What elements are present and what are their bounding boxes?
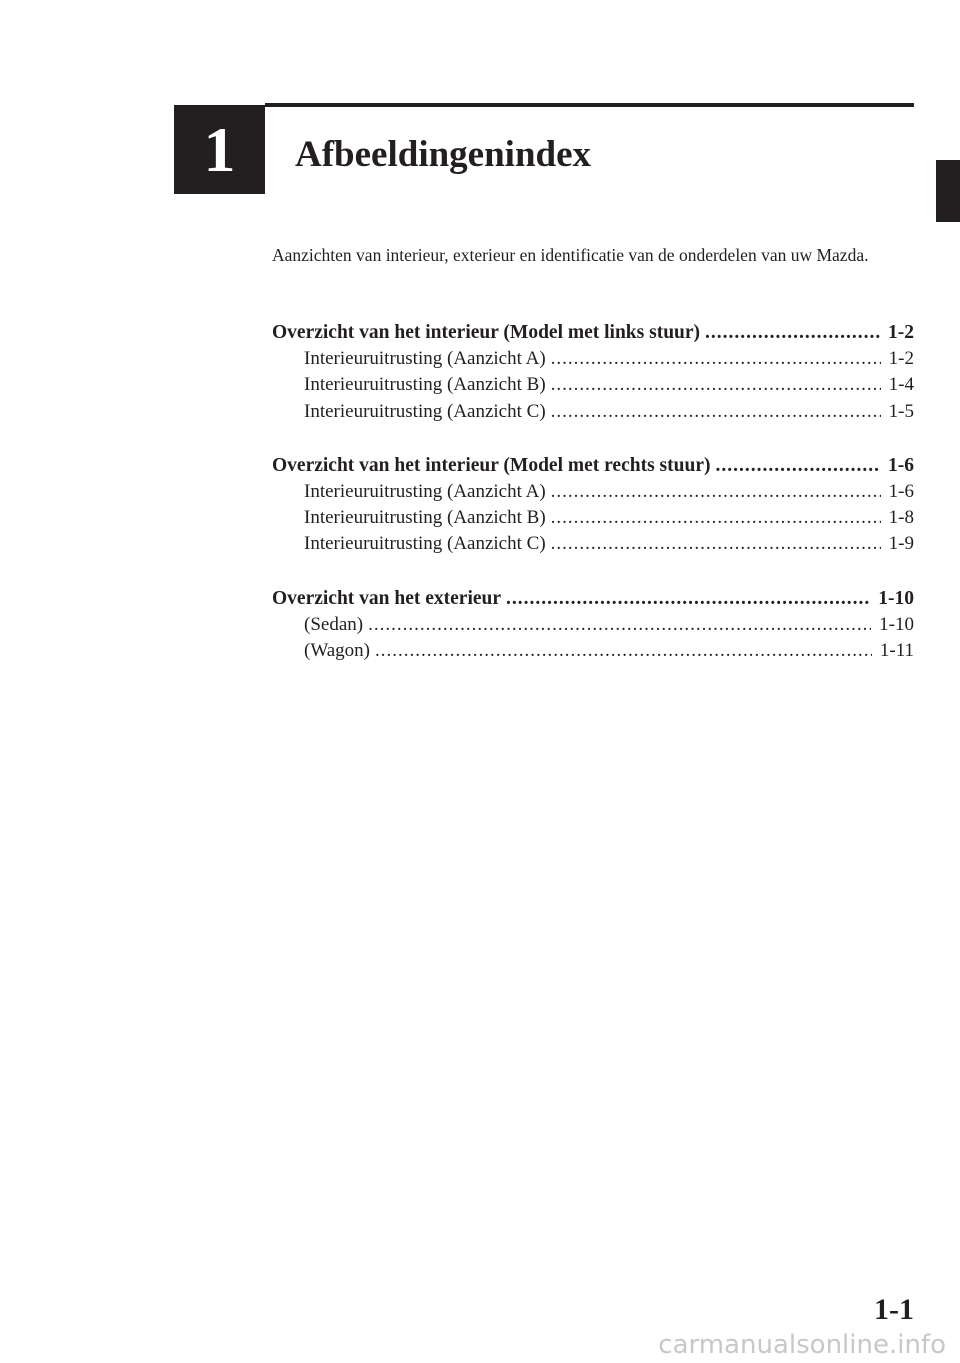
toc-entry-page: 1-9: [888, 533, 914, 555]
toc-group-exterior: [272, 586, 914, 665]
chapter-intro: Aanzichten van interieur, exterieur en identificatie van de onderdelen van uw Mazda.: [272, 245, 869, 265]
toc-subentry[interactable]: [272, 346, 914, 372]
toc-dot-leader: [715, 453, 880, 479]
toc-dot-leader: [551, 505, 881, 531]
toc-entry-page: 1-6: [888, 480, 914, 502]
toc-entry-page: 1-5: [888, 400, 914, 422]
toc-entry-page: 1-10: [878, 587, 914, 609]
toc-subentry[interactable]: [272, 505, 914, 531]
toc-dot-leader: [506, 586, 870, 612]
toc-subentry[interactable]: [272, 372, 914, 398]
toc-group-left-hand-drive: [272, 320, 914, 425]
toc-entry-page: 1-8: [888, 507, 914, 529]
toc-subentry[interactable]: [272, 612, 914, 638]
toc-dot-leader: [551, 372, 881, 398]
toc-group-right-hand-drive: [272, 453, 914, 558]
toc-entry-page: 1-10: [879, 613, 914, 635]
toc-entry-title: Interieuruitrusting (Aanzicht C): [304, 400, 546, 422]
toc-entry-title: Interieuruitrusting (Aanzicht B): [304, 507, 546, 529]
toc-entry-page: 1-2: [888, 322, 914, 343]
toc-subentry[interactable]: [272, 638, 914, 664]
toc-dot-leader: [551, 479, 881, 505]
toc-subentry[interactable]: [272, 479, 914, 505]
toc-entry-title: Overzicht van het interieur (Model met rechts stuur): [272, 454, 711, 476]
chapter-header-rule: [265, 103, 914, 107]
toc-entry-page: 1-11: [879, 639, 914, 661]
toc-entry-title: Interieuruitrusting (Aanzicht C): [304, 533, 546, 555]
toc-entry-title: (Sedan): [304, 613, 364, 635]
toc-entry-interior-lhd[interactable]: [272, 320, 914, 346]
toc-entry-exterior[interactable]: [272, 586, 914, 612]
toc-entry-title: (Wagon): [304, 639, 370, 661]
chapter-title: Afbeeldingenindex: [295, 134, 592, 175]
page-number: 1-1: [874, 1293, 914, 1326]
toc-entry-title: Overzicht van het exterieur: [272, 587, 502, 609]
toc-entry-page: 1-2: [888, 348, 914, 370]
watermark: carmanualsonline.info: [658, 1330, 946, 1360]
table-of-contents: [272, 320, 914, 692]
chapter-number-block: [174, 105, 265, 194]
toc-entry-title: Interieuruitrusting (Aanzicht A): [304, 348, 546, 370]
toc-dot-leader: [551, 346, 881, 372]
toc-dot-leader: [705, 320, 880, 346]
chapter-number: 1: [203, 113, 236, 185]
toc-dot-leader: [551, 531, 881, 557]
toc-dot-leader: [551, 399, 881, 425]
toc-subentry[interactable]: [272, 531, 914, 557]
toc-entry-title: Interieuruitrusting (Aanzicht A): [304, 480, 546, 502]
toc-dot-leader: [368, 612, 871, 638]
toc-dot-leader: [375, 638, 872, 664]
toc-subentry[interactable]: [272, 399, 914, 425]
chapter-thumb-tab: [936, 160, 960, 222]
toc-entry-title: Overzicht van het interieur (Model met links stuur): [272, 322, 701, 343]
toc-entry-interior-rhd[interactable]: [272, 453, 914, 479]
toc-entry-title: Interieuruitrusting (Aanzicht B): [304, 374, 546, 396]
toc-entry-page: 1-4: [888, 374, 914, 396]
toc-entry-page: 1-6: [888, 454, 914, 476]
